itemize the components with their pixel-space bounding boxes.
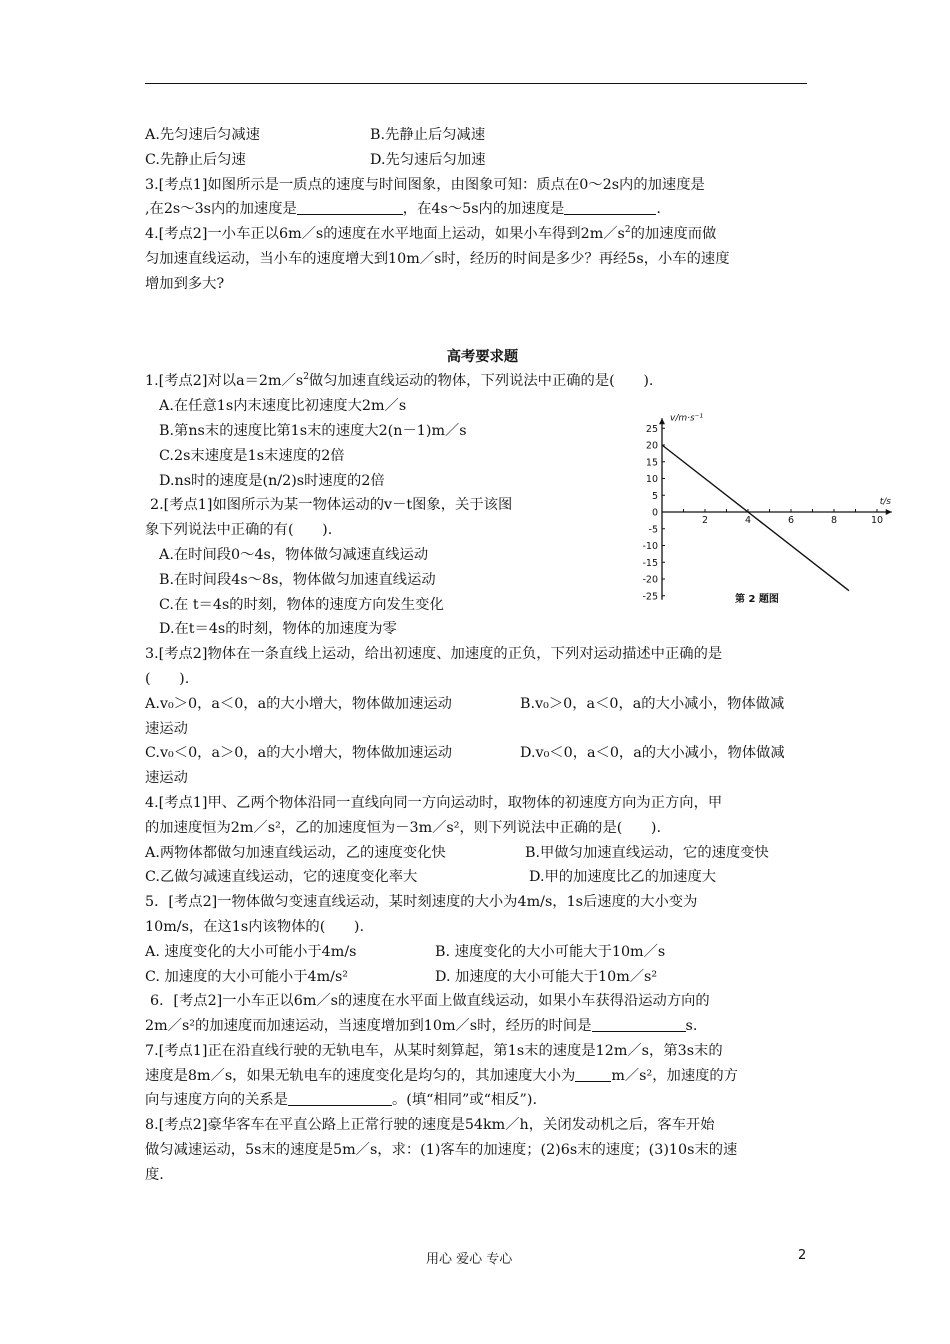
options-row-1 — [145, 123, 810, 148]
s2-q4-stem-1: 4.[考点1]甲、乙两个物体沿同一直线向同一方向运动时，取物体的初速度方向为正方向，甲 — [145, 794, 723, 811]
x-tick-label: 10 — [870, 515, 884, 526]
page-number: 2 — [798, 1248, 807, 1263]
s2-q7-stem-1: 7.[考点1]正在沿直线行驶的无轨电车，从某时刻算起，第1s末的速度是12m／s，第3s末的 — [145, 1042, 723, 1059]
s2-q3-stem-1: 3.[考点2]物体在一条直线上运动，给出初速度、加速度的正负，下列对运动描述中正确的是 — [145, 646, 723, 663]
y-tick-label: -15 — [642, 557, 658, 569]
s2-q3-option-b: B.v₀＞0，a＜0，a的大小减小，物体做减 — [520, 695, 785, 712]
y-tick-label: 25 — [645, 423, 658, 435]
s2-q4-option-b: B.甲做匀加速直线运动，它的速度变快 — [525, 844, 769, 861]
s2-q3-option-c: C.v₀＜0，a＞0，a的大小增大，物体做加速运动 — [145, 745, 453, 762]
s2-q4-option-d: D.甲的加速度比乙的加速度大 — [529, 869, 717, 886]
s2-q4-options-ab — [145, 841, 810, 866]
y-tick-label: -20 — [642, 574, 658, 586]
s2-q6-text-b: s. — [685, 1018, 698, 1035]
s2-q6-stem-1: 6．[考点2]一小车正以6m／s的速度在水平面上做直线运动，如果小车获得沿运动方向的 — [150, 993, 710, 1010]
s2-q5-stem-1: 5．[考点2]一物体做匀变速直线运动，某时刻速度的大小为4m/s，1s后速度的大小变为 — [145, 894, 698, 911]
s2-q1-stem-a: 1.[考点2]对以a＝2m／s — [145, 373, 304, 390]
y-tick-label: -10 — [642, 541, 658, 552]
q4-line-3: 增加到多大? — [145, 275, 225, 292]
x-tick-label: 4 — [744, 515, 752, 526]
q4-line-2: 匀加速直线运动，当小车的速度增大到10m／s时，经历的时间是多少？再经5s，小车的速度 — [145, 250, 730, 267]
s2-q5-option-a: A. 速度变化的大小可能小于4m/s — [145, 943, 357, 960]
s2-q7-text-c: 向与速度方向的关系是 — [145, 1092, 288, 1109]
s2-q4-option-c: C.乙做匀减速直线运动，它的速度变化率大 — [145, 869, 418, 886]
s2-q4-stem-2: 的加速度恒为2m／s²，乙的加速度恒为－3m／s²，则下列说法中正确的是( ). — [145, 819, 662, 836]
q3-blank-3[interactable] — [564, 198, 656, 215]
y-tick-label: 15 — [645, 457, 658, 469]
s2-q7-text-b: m／s²，加速度的方 — [611, 1067, 739, 1084]
s2-q6-stem-2 — [145, 1014, 810, 1039]
q3-text-b: ，在4s～5s内的加速度是 — [402, 201, 565, 218]
s2-q3-option-d: D.v₀＜0，a＜0，a的大小减小，物体做减 — [520, 745, 785, 762]
q4-text-c: 的加速度而做 — [630, 226, 717, 243]
s2-q1-option-d: D.ns时的速度是(n/2)s时速度的2倍 — [159, 472, 385, 489]
y-axis-label: v/m·s⁻¹ — [670, 413, 704, 424]
y-tick-label: 20 — [645, 440, 658, 452]
y-axis-arrow — [659, 418, 665, 424]
q3-line-1: 3.[考点1]如图所示是一质点的速度与时间图象，由图象可知：质点在0～2s内的加速度是 — [145, 176, 705, 193]
section-gap — [145, 297, 810, 345]
x-tick-label: 2 — [701, 515, 709, 526]
s2-q4-options-cd — [145, 865, 810, 890]
s2-q4-option-a: A.两物体都做匀加速直线运动，乙的速度变化快 — [145, 844, 446, 861]
s2-q1-stem-b: 做匀加速直线运动的物体，下列说法中正确的是( ). — [308, 373, 654, 390]
option-a: A.先匀速后匀减速 — [145, 127, 260, 143]
y-tick-label: 10 — [645, 474, 658, 485]
s2-q3-option-b-cont: 速运动 — [145, 720, 188, 737]
s2-q7-text-a: 速度是8m／s，如果无轨电车的速度变化是均匀的，其加速度大小为 — [145, 1067, 576, 1084]
s2-q2-stem-2: 象下列说法中正确的有( ). — [145, 522, 333, 539]
option-b: B.先静止后匀减速 — [370, 127, 486, 143]
q3-text-a: ,在2s～3s内的加速度是 — [145, 201, 297, 218]
s2-q3-option-a: A.v₀＞0，a＜0，a的大小增大，物体做加速运动 — [145, 695, 452, 712]
x-tick-label: 8 — [830, 515, 838, 526]
s2-q3-stem-2: ( ). — [145, 670, 190, 687]
x-axis-label: t/s — [879, 497, 891, 507]
s2-q5-options-cd — [145, 965, 810, 990]
s2-q3-options-ab — [145, 692, 810, 717]
option-c: C.先静止后匀速 — [145, 151, 246, 168]
s2-q3-option-d-cont: 速运动 — [145, 770, 188, 787]
s2-q5-option-d: D. 加速度的大小可能大于10m／s² — [435, 968, 658, 985]
s2-q1-option-b: B.第ns末的速度比第1s末的速度大2(n－1)m／s — [159, 422, 467, 439]
s2-q5-options-ab — [145, 940, 810, 965]
s2-q1-option-a: A.在任意1s内末速度比初速度大2m／s — [159, 398, 407, 415]
s2-q1-stem — [145, 369, 810, 394]
s2-q8-stem-1: 8.[考点2]豪华客车在平直公路上正常行驶的速度是54km／h，关闭发动机之后，客车开始 — [145, 1117, 715, 1134]
s2-q8-stem-2: 做匀减速运动，5s末的速度是5m／s，求：(1)客车的加速度；(2)6s末的速度；(3)10s末的速 — [145, 1142, 738, 1159]
s2-q7-stem-3 — [145, 1088, 810, 1113]
y-tick-label: 0 — [651, 507, 658, 519]
series-line — [662, 445, 849, 591]
s2-q2-option-c: C.在 t＝4s的时刻，物体的速度方向发生变化 — [159, 596, 444, 613]
q4-line-1 — [145, 222, 810, 247]
vt-chart — [622, 413, 892, 610]
q4-sup: 2 — [624, 225, 631, 236]
option-d: D.先匀速后匀加速 — [370, 151, 486, 168]
options-row-2 — [145, 148, 810, 173]
s2-q7-stem-2 — [145, 1064, 810, 1089]
q4-text-a: 4.[考点2]一小车正以6m／s的速度在水平地面上运动，如果小车得到2m／s — [145, 226, 625, 243]
s2-q2-option-a: A.在时间段0～4s，物体做匀减速直线运动 — [159, 546, 429, 563]
x-axis-arrow — [886, 509, 892, 515]
chart-caption: 第 2 题图 — [735, 594, 779, 605]
header-rule — [145, 83, 807, 84]
s2-q6-text-a: 2m／s²的加速度而加速运动，当速度增加到10m／s时，经历的时间是 — [145, 1018, 592, 1035]
s2-q7-blank-2[interactable] — [288, 1089, 392, 1106]
y-tick-label: 5 — [651, 490, 658, 502]
s2-q6-blank[interactable] — [592, 1015, 686, 1032]
s2-q5-option-c: C. 加速度的大小可能小于4m/s² — [145, 968, 349, 985]
s2-q5-option-b: B. 速度变化的大小可能大于10m／s — [435, 943, 666, 960]
s2-q1-option-c: C.2s末速度是1s末速度的2倍 — [159, 447, 345, 464]
s2-q7-text-d: 。(填“相同”或“相反”). — [391, 1092, 537, 1109]
q3-line-2 — [145, 197, 810, 222]
footer-text: 用心 爱心 专心 — [426, 1252, 513, 1267]
x-tick-label: 6 — [787, 515, 795, 526]
s2-q2-option-d: D.在t＝4s的时刻，物体的加速度为零 — [159, 621, 397, 638]
s2-q2-option-b: B.在时间段4s～8s，物体做匀加速直线运动 — [159, 571, 436, 588]
y-tick-label: -25 — [642, 591, 658, 603]
s2-q5-stem-2: 10m/s，在这1s内该物体的( ). — [145, 918, 365, 935]
s2-q1-sup: 2 — [303, 372, 309, 383]
y-tick-label: -5 — [648, 524, 658, 536]
q3-blank-2[interactable] — [297, 198, 403, 215]
s2-q3-options-cd — [145, 741, 810, 766]
page-content — [145, 123, 810, 1188]
section-heading: 高考要求题 — [446, 348, 519, 365]
s2-q8-stem-3: 度. — [145, 1166, 164, 1183]
s2-q2-stem-1: 2.[考点1]如图所示为某一物体运动的v－t图象，关于该图 — [150, 497, 513, 514]
vt-chart-svg — [622, 413, 892, 610]
q3-text-c: . — [656, 201, 661, 218]
s2-q7-blank-1[interactable] — [575, 1065, 611, 1082]
